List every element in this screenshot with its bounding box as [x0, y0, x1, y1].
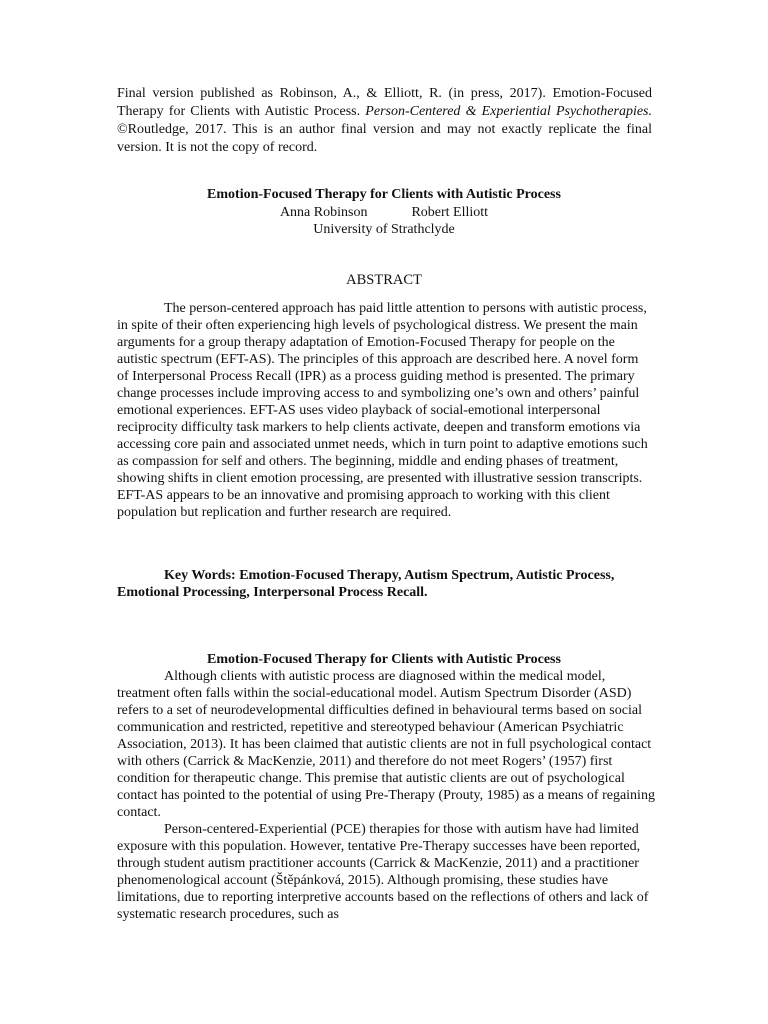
abstract-text: The person-centered approach has paid little attention to persons with autistic process, in spite of their often experiencing high levels of psychological distress. We present the main arguments for a group therapy adaptation of Emotion-Focused Therapy for people on the autistic spectrum (EFT-AS). The principles of this approach are described here. A novel form of Interpersonal Process Recall (IPR) as a process guiding method is presented. The primary change processes include improving access to and symbolizing one’s own and others’ painful emotional experiences. EFT-AS uses video playback of social-emotional interpersonal reciprocity difficulty task markers to help clients activate, deepen and transform emotions via accessing core pain and associated unmet needs, which in turn point to adaptive emotions such as compassion for self and others. The beginning, middle and ending phases of treatment, showing shifts in client emotion processing, are presented with illustrative session transcripts. EFT-AS appears to be an innovative and promising approach to working with this client population but replication and further research are required.: [117, 301, 648, 520]
author-name: Anna Robinson: [279, 205, 368, 220]
abstract-heading: ABSTRACT: [346, 272, 422, 288]
publication-note: [117, 85, 652, 157]
journal-name: Person-Centered & Experiential Psychotherapies.: [365, 104, 653, 119]
body-text: [117, 668, 657, 923]
author-list: [0, 204, 768, 222]
section-heading: Emotion-Focused Therapy for Clients with Autistic Process: [207, 652, 561, 667]
author-name: Robert Elliott: [411, 205, 489, 220]
keywords: Key Words: Emotion-Focused Therapy, Autism Spectrum, Autistic Process, Emotional Processing, Interpersonal Process Recall.: [117, 568, 615, 600]
body-paragraph: Although clients with autistic process are diagnosed within the medical model, treatment often falls within the social-educational model. Autism Spectrum Disorder (ASD) refers to a set of neurodevelopmental difficulties defined in behavioural terms based on social communication and restricted, repetitive and stereotyped behaviour (American Psychiatric Association, 2013). It has been claimed that autistic clients are not in full psychological contact with others (Carrick & MacKenzie, 2011) and therefore do not meet Rogers’ (1957) first condition for therapeutic change. This premise that autistic clients are out of psychological contact has pointed to the potential of using Pre-Therapy (Prouty, 1985) as a means of regaining contact.: [117, 669, 655, 820]
paper-title: Emotion-Focused Therapy for Clients with Autistic Process: [207, 187, 561, 202]
body-paragraph: Person-centered-Experiential (PCE) therapies for those with autism have had limited exposure with this population. However, tentative Pre-Therapy successes have been reported, through student autism practitioner accounts (Carrick & MacKenzie, 2011) and a practitioner phenomenological account (Štěpánková, 2015). Although promising, these studies have limitations, due to reporting interpretive accounts based on the reflections of others and lack of systematic research procedures, such as: [117, 822, 649, 922]
affiliation: University of Strathclyde: [313, 222, 455, 237]
publication-note-tail: ©Routledge, 2017. This is an author final version and may not exactly replicate the final version. It is not the copy of record.: [117, 122, 652, 155]
publication-note-lead: Final version published as Robinson, A., & Elliott, R. (in press, 2017). Emotion-Focused Therapy for Clients with Autistic Process.: [117, 86, 652, 119]
